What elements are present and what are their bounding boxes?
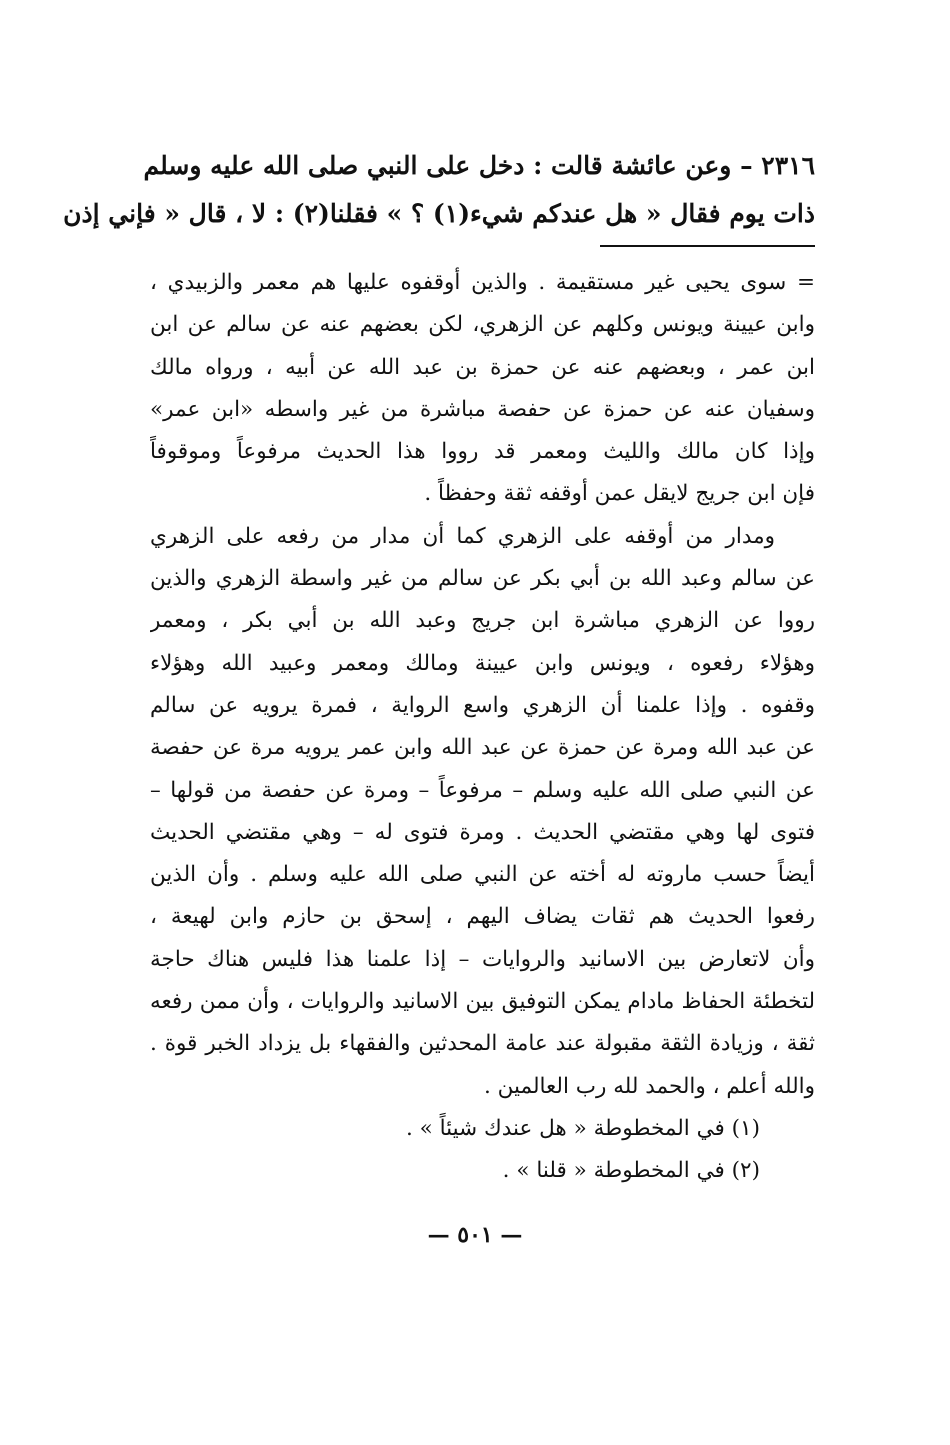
footnote-1: (١) في المخطوطة « هل عندك شيئاً » .	[405, 1116, 760, 1141]
footnote-2: (٢) في المخطوطة « قلنا » .	[502, 1158, 760, 1183]
commentary-line: أيضاً حسب ماروته له أخته عن النبي صلى الله عليه وسلم . وأن الذين	[150, 862, 815, 888]
commentary-line: وأن لاتعارض بين الاسانيد والروايات – إذا علمنا هذا فليس هناك حاجة	[150, 946, 815, 972]
footnotes	[260, 1108, 760, 1192]
commentary-text	[150, 262, 815, 1108]
commentary-line: فتوى لها وهي مقتضي الحديث . ومرة فتوى له – وهي مقتضي الحديث	[150, 819, 815, 845]
commentary-line: وقفوه . وإذا علمنا أن الزهري واسع الرواية ، فمرة يرويه عن سالم	[150, 692, 815, 718]
commentary-line: ابن عمر ، وبعضهم عنه عن حمزة بن عبد الله عن أبيه ، ورواه مالك	[150, 354, 815, 380]
commentary-line: عن عبد الله ومرة عن حمزة عن عبد الله وابن عمر يرويه مرة عن حفصة	[150, 735, 815, 761]
commentary-line: فإن ابن جريج لايقل عمن أوقفه ثقة وحفظاً .	[424, 481, 815, 507]
commentary-line: ثقة ، وزيادة الثقة مقبولة عند عامة المحدثين والفقهاء بل يزداد الخبر قوة .	[150, 1031, 815, 1057]
page-number: — ٥٠١ —	[427, 1222, 523, 1248]
commentary-line: وابن عيينة ويونس وكلهم عن الزهري، لكن بعضهم عنه عن سالم عن ابن	[150, 312, 815, 338]
commentary-line: وإذا كان مالك والليث ومعمر قد رووا هذا الحديث مرفوعاً وموقوفاً	[150, 439, 815, 465]
hadith-line: ٢٣١٦ – وعن عائشة قالت : دخل على النبي صلى الله عليه وسلم	[143, 151, 815, 180]
hadith-line: ذات يوم فقال « هل عندكم شيء(١) ؟ » فقلنا(٢) : لا ، قال « فإني إذن	[63, 199, 815, 228]
footnote-divider	[600, 245, 815, 247]
commentary-paragraph-start: ومدار من أوقفه على الزهري كما أن مدار من رفعه على الزهري	[150, 523, 775, 549]
commentary-line: عن النبي صلى الله عليه وسلم – مرفوعاً – ومرة عن حفصة من قولها –	[150, 777, 815, 803]
commentary-line: والله أعلم ، والحمد لله رب العالمين .	[484, 1073, 815, 1099]
commentary-line: وسفيان عنه عن حمزة عن حفصة مباشرة من غير واسطه «ابن عمر»	[150, 396, 815, 422]
commentary-line: لتخطئة الحفاظ مادام يمكن التوفيق بين الاسانيد والروايات ، وأن ممن رفعه	[150, 989, 815, 1015]
hadith-text	[63, 142, 815, 238]
commentary-line: رفعوا الحديث هم ثقات يضاف اليهم ، إسحق بن حازم وابن لهيعة ،	[150, 904, 815, 930]
commentary-line: وهؤلاء رفعوه ، ويونس وابن عيينة ومالك ومعمر وعبيد الله وهؤلاء	[150, 650, 815, 676]
commentary-line: عن سالم وعبد الله بن أبي بكر عن سالم من غير واسطة الزهري والذين	[150, 566, 815, 592]
commentary-line: = سوى يحيى غير مستقيمة . والذين أوقفوه عليها هم معمر والزبيدي ،	[150, 270, 815, 295]
commentary-line: رووا عن الزهري مباشرة ابن جريج وعبد الله بن أبي بكر ، ومعمر	[150, 608, 815, 634]
